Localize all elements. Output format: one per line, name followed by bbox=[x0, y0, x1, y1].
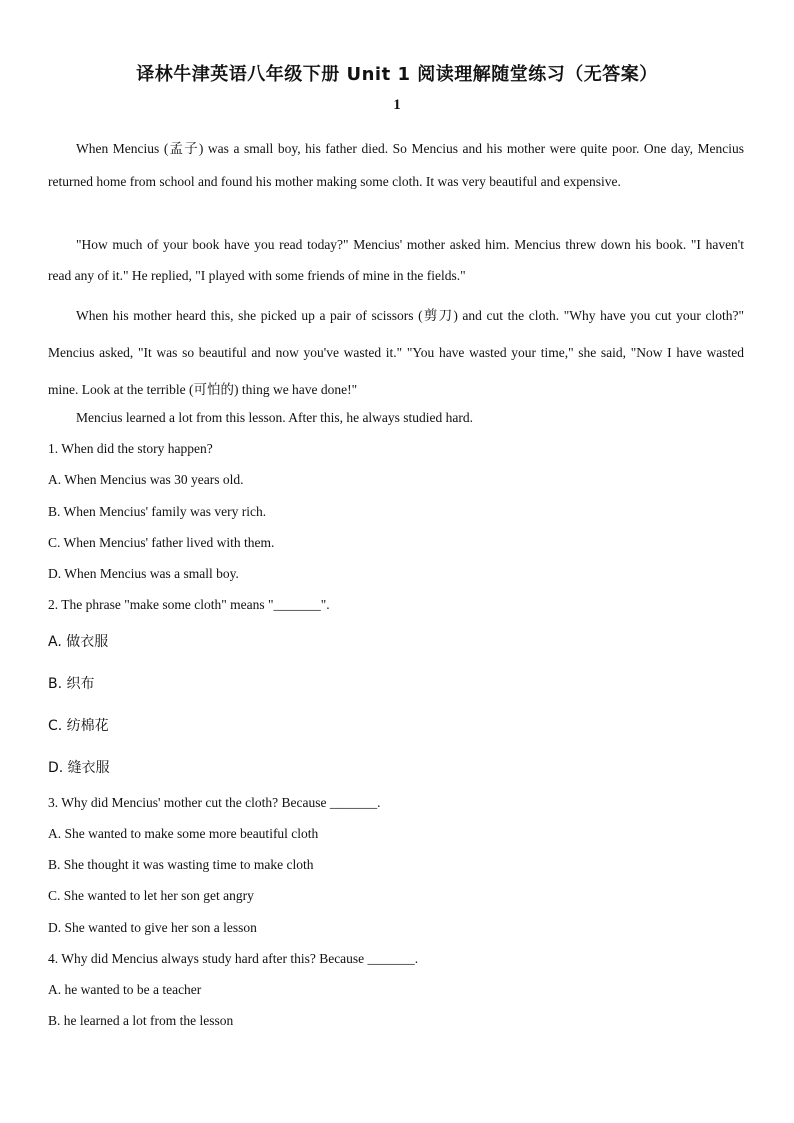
question-2-option-a: A. 做衣服 bbox=[48, 634, 109, 650]
question-3-option-d: D. She wanted to give her son a lesson bbox=[48, 920, 257, 935]
question-4-option-a: A. he wanted to be a teacher bbox=[48, 982, 202, 997]
passage-paragraph-1: When Mencius (孟子) was a small boy, his father died. So Mencius and his mother were quite poor. One day, Mencius returned home from school and found his mother making some cloth. It was very beautiful and expensive. bbox=[48, 141, 744, 189]
question-1-option-a: A. When Mencius was 30 years old. bbox=[48, 472, 244, 487]
document-title: 译林牛津英语八年级下册 Unit 1 阅读理解随堂练习（无答案） bbox=[136, 64, 658, 85]
question-1-stem: 1. When did the story happen? bbox=[48, 441, 213, 456]
question-3-option-c: C. She wanted to let her son get angry bbox=[48, 888, 254, 903]
question-2-option-b: B. 织布 bbox=[48, 676, 95, 692]
passage-number: 1 bbox=[393, 97, 401, 113]
question-1-option-c: C. When Mencius' father lived with them. bbox=[48, 535, 275, 550]
passage-paragraph-3: When his mother heard this, she picked up a pair of scissors (剪刀) and cut the cloth. "Why have you cut your cloth?" Mencius asked, "It was so beautiful and now you've wasted it." "You have wasted your time," she said, "Now I have wasted mine. Look at the terrible (可怕的) thing we have done!" bbox=[48, 308, 744, 397]
question-3-stem: 3. Why did Mencius' mother cut the cloth? Because _______. bbox=[48, 795, 381, 810]
passage-paragraph-4: Mencius learned a lot from this lesson. After this, he always studied hard. bbox=[76, 410, 474, 425]
question-4-option-b: B. he learned a lot from the lesson bbox=[48, 1013, 234, 1028]
question-1-option-b: B. When Mencius' family was very rich. bbox=[48, 504, 267, 519]
question-2-option-c: C. 纺棉花 bbox=[48, 718, 109, 734]
question-4-stem: 4. Why did Mencius always study hard after this? Because _______. bbox=[48, 951, 419, 966]
question-2-stem: 2. The phrase "make some cloth" means "_______". bbox=[48, 597, 330, 612]
question-2-option-d: D. 缝衣服 bbox=[48, 760, 110, 776]
question-3-option-a: A. She wanted to make some more beautiful cloth bbox=[48, 826, 319, 841]
question-3-option-b: B. She thought it was wasting time to make cloth bbox=[48, 857, 314, 872]
question-1-option-d: D. When Mencius was a small boy. bbox=[48, 566, 239, 581]
passage-paragraph-2: "How much of your book have you read today?" Mencius' mother asked him. Mencius threw down his book. "I haven't read any of it." He replied, "I played with some friends of mine in the fields." bbox=[48, 237, 744, 283]
